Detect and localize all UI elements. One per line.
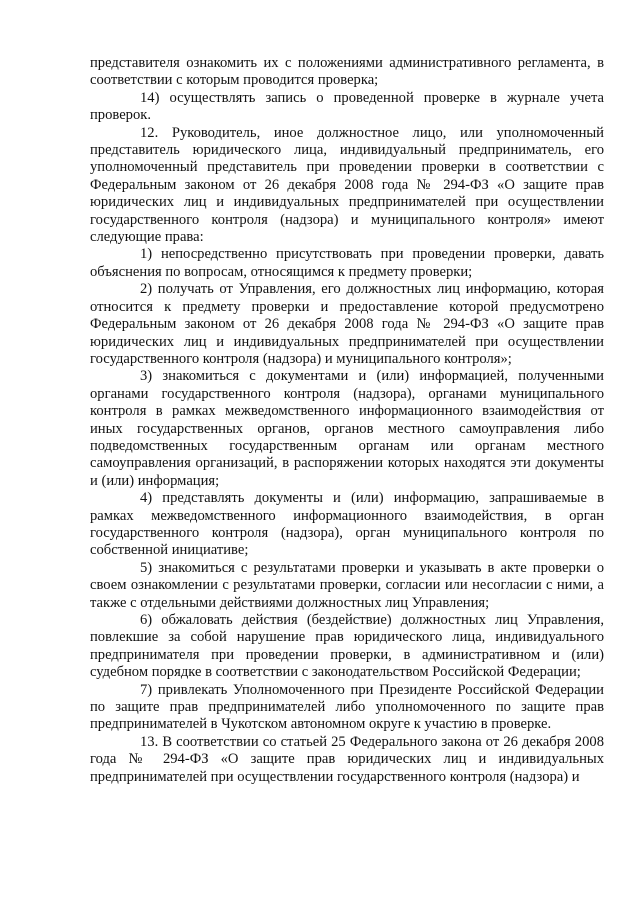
paragraph-clause-12: 12. Руководитель, иное должностное лицо, или уполномоченный представитель юридического лица, индивидуальный предприниматель, его уполномоченный представитель при проведении проверки в соответствии с Федеральным законом от 26 декабря 2008 года № 294-ФЗ «О защите прав юридических лиц и индивидуальных предпринимателей при осуществлении государственного контроля (надзора) и муниципального контроля» имеют следующие права: (90, 124, 604, 246)
document-page (90, 55, 604, 786)
paragraph-clause-13: 13. В соответствии со статьей 25 Федерального закона от 26 декабря 2008 года № 294-ФЗ «О защите прав юридических лиц и индивидуальных предпринимателей при осуществлении государственного контроля (надзора) и (90, 733, 604, 785)
paragraph-right-4: 4) представлять документы и (или) информацию, запрашиваемые в рамках межведомственного информационного взаимодействия, в орган государственного контроля (надзора), орган муниципального контроля по собственной инициативе; (90, 490, 604, 559)
paragraph-right-7: 7) привлекать Уполномоченного при Президенте Российской Федерации по защите прав предпринимателей либо уполномоченного по защите прав предпринимателей в Чукотском автономном округе к участию в проверке. (90, 681, 604, 733)
paragraph-continuation: представителя ознакомить их с положениями административного регламента, в соответствии с которым проводится проверка; (90, 55, 604, 89)
paragraph-right-2: 2) получать от Управления, его должностных лиц информацию, которая относится к предмету проверки и предоставление которой предусмотрено Федеральным законом от 26 декабря 2008 года № 294-ФЗ «О защите прав юридических лиц и индивидуальных предпринимателей при осуществлении государственного контроля (надзора) и муниципального контроля»; (90, 281, 604, 367)
paragraph-right-5: 5) знакомиться с результатами проверки и указывать в акте проверки о своем ознакомлении с результатами проверки, согласии или несогласии с ними, а также с отдельными действиями должностных лиц Управления; (90, 559, 604, 611)
paragraph-right-6: 6) обжаловать действия (бездействие) должностных лиц Управления, повлекшие за собой нарушение прав юридического лица, индивидуального предпринимателя при проведении проверки, в административном и (или) судебном порядке в соответствии с законодательством Российской Федерации; (90, 612, 604, 681)
paragraph-right-1: 1) непосредственно присутствовать при проведении проверки, давать объяснения по вопросам, относящимся к предмету проверки; (90, 246, 604, 280)
paragraph-item-14: 14) осуществлять запись о проведенной проверке в журнале учета проверок. (90, 89, 604, 124)
paragraph-right-3: 3) знакомиться с документами и (или) информацией, полученными органами государственного контроля (надзора), органами муниципального контроля в рамках межведомственного информационного взаимодействия от иных государственных органов, органов местного самоуправления либо подведомственных государственным органам или органам местного самоуправления организаций, в распоряжении которых находятся эти документы и (или) информация; (90, 368, 604, 489)
